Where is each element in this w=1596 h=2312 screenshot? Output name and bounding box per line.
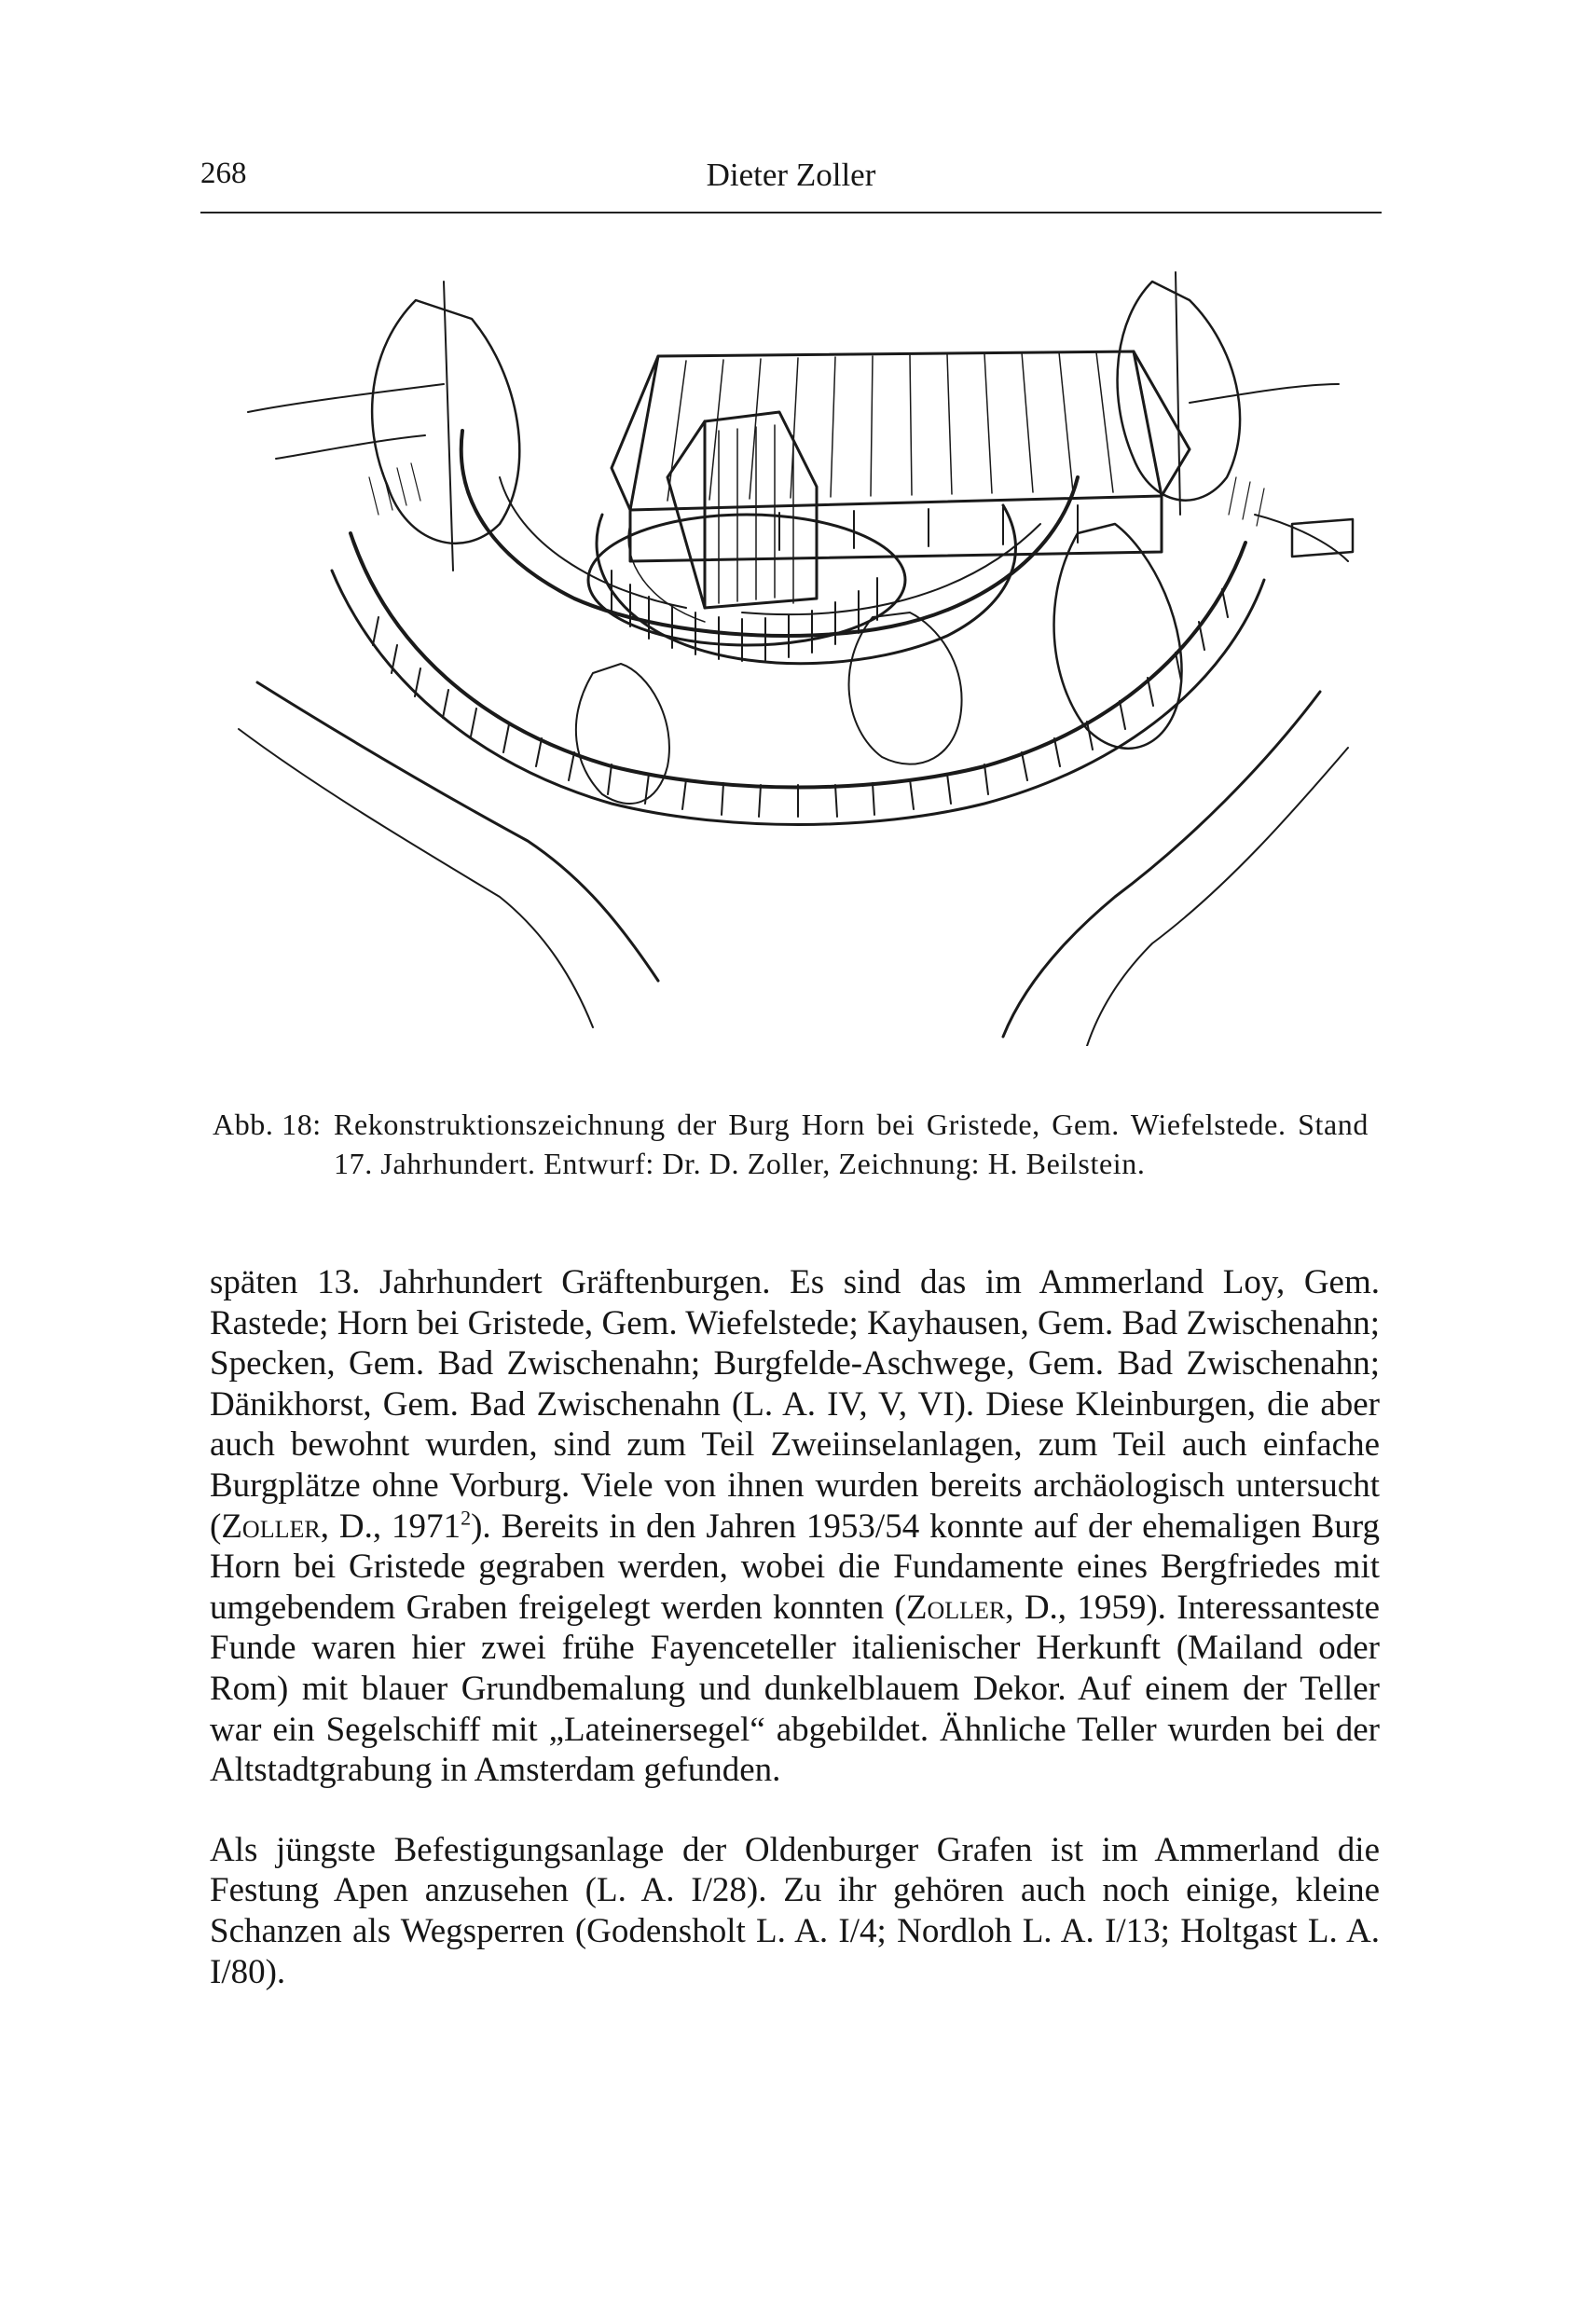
page-number: 268 <box>200 157 247 190</box>
page-header <box>200 157 1382 203</box>
running-head: Dieter Zoller <box>706 157 876 193</box>
caption-text: Rekonstruktionszeichnung der Burg Horn bei Gristede, Gem. Wiefelstede. Stand 17. Jahrhundert. Entwurf: Dr. D. Zoller, Zeichnung: H. Beilstein. <box>334 1108 1369 1180</box>
body-text <box>210 1262 1380 1992</box>
castle-reconstruction-drawing <box>220 244 1369 1046</box>
paragraph-1: späten 13. Jahrhundert Gräftenburgen. Es sind das im Ammerland Loy, Gem. Rastede; Horn bei Gristede, Gem. Wiefelstede; Kayhausen, Gem. Bad Zwischenahn; Specken, Gem. Bad Zwischenahn; Burgfelde-Aschwege, Gem. Bad Zwischenahn; Dänikhorst, Gem. Bad Zwischenahn (L. A. IV, V, VI). Diese Kleinburgen, die aber auch bewohnt wurden, sind zum Teil Zweiinselanlagen, zum Teil auch einfache Burgplätze ohne Vorburg. Viele von ihnen wurden bereits archäologisch untersucht (Zoller, D., 1971$^2$). Bereits in den Jahren 1953/54 konnte auf der ehemaligen Burg Horn bei Gristede gegraben werden, wobei die Fundamente eines Bergfriedes mit umgebendem Graben freigelegt werden konnten (Zoller, D., 1959). Interessanteste Funde waren hier zwei frühe Fayenceteller italienischer Herkunft (Mailand oder Rom) mit blauer Grundbemalung und dunkelblauem Dekor. Auf einem der Teller war ein Segelschiff mit „Lateinersegel“ abgebildet. Ähnliche Teller wurden bei der Altstadtgrabung in Amsterdam gefunden. <box>210 1263 1380 1790</box>
footnote-superscript: 2 <box>461 1506 472 1530</box>
caption-label: Abb. 18: <box>213 1108 322 1141</box>
header-rule <box>200 212 1382 213</box>
author-name-smallcaps: Zoller <box>905 1588 1006 1627</box>
paragraph-2: Als jüngste Befestigungsanlage der Oldenburger Grafen ist im Ammerland die Festung Apen anzusehen (L. A. I/28). Zu ihr gehören auch noch einige, kleine Schanzen als Wegsperren (Godensholt L. A. I/4; Nordloh L. A. I/13; Holtgast L. A. I/80). <box>210 1830 1380 1991</box>
author-name-smallcaps: Zoller <box>221 1507 321 1546</box>
